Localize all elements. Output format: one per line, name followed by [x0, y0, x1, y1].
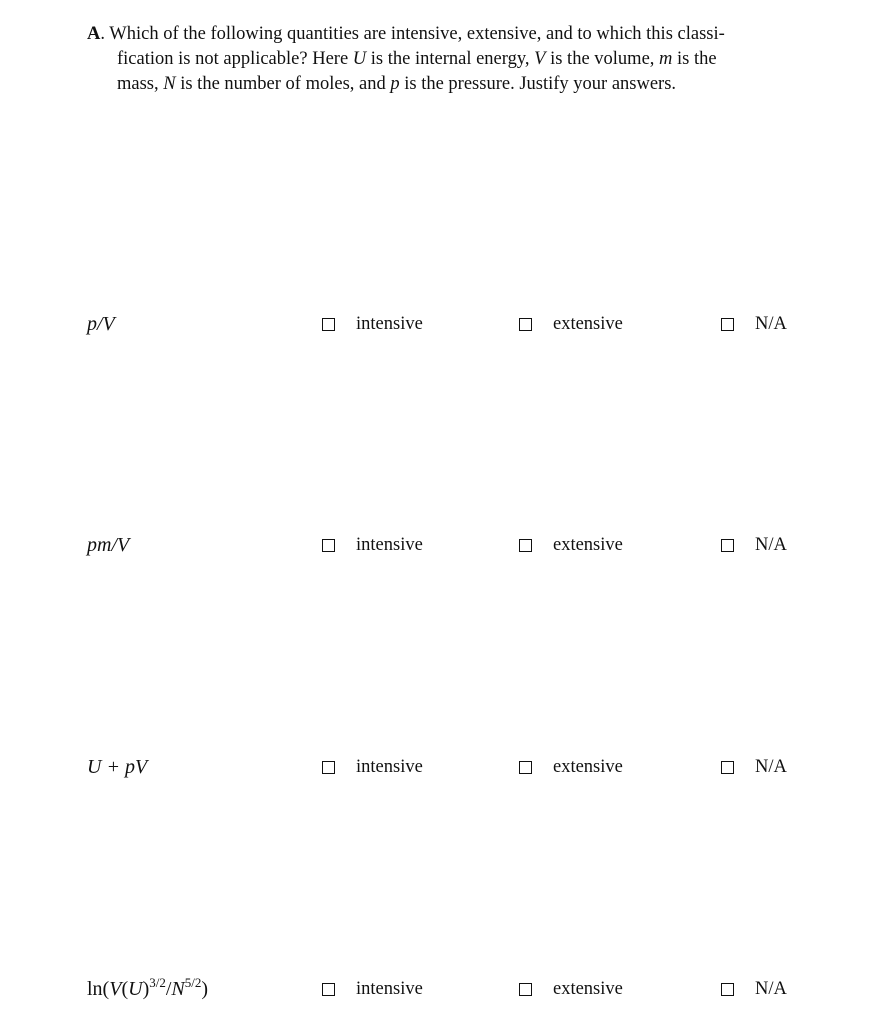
- checkbox-icon[interactable]: [519, 318, 532, 331]
- checkbox-icon[interactable]: [322, 539, 335, 552]
- checkbox-icon[interactable]: [721, 539, 734, 552]
- quantity-expression-3: U + pV: [87, 756, 148, 778]
- quantity-expression-2: pm/V: [87, 534, 130, 556]
- checkbox-icon[interactable]: [519, 983, 532, 996]
- na-checkbox-2[interactable]: N/A: [721, 530, 787, 560]
- intensive-checkbox-1[interactable]: intensive: [322, 309, 423, 339]
- checkbox-icon[interactable]: [721, 761, 734, 774]
- na-checkbox-1[interactable]: N/A: [721, 309, 787, 339]
- question-line-2: fication is not applicable? Here U is the internal energy, V is the volume, m is the: [117, 49, 717, 69]
- quantity-row-1: [0, 309, 878, 339]
- extensive-checkbox-4[interactable]: extensive: [519, 974, 623, 1004]
- checkbox-icon[interactable]: [322, 983, 335, 996]
- question-body: [87, 22, 803, 97]
- question-line-1: A. Which of the following quantities are intensive, extensive, and to which this classi-: [87, 24, 725, 44]
- intensive-checkbox-4[interactable]: intensive: [322, 974, 423, 1004]
- quantity-expression-1: p/V: [87, 313, 115, 335]
- extensive-checkbox-2[interactable]: extensive: [519, 530, 623, 560]
- checkbox-icon[interactable]: [322, 761, 335, 774]
- checkbox-icon[interactable]: [322, 318, 335, 331]
- question-text: [87, 22, 803, 97]
- intensive-checkbox-3[interactable]: intensive: [322, 752, 423, 782]
- extensive-checkbox-1[interactable]: extensive: [519, 309, 623, 339]
- quantity-expression-4: $\ln(V(U)^{3/2}/N^{5/2})$: [87, 975, 209, 1000]
- na-checkbox-4[interactable]: N/A: [721, 974, 787, 1004]
- intensive-checkbox-2[interactable]: intensive: [322, 530, 423, 560]
- question-line-3: mass, N is the number of moles, and p is the pressure. Justify your answers.: [117, 74, 677, 94]
- checkbox-icon[interactable]: [721, 983, 734, 996]
- checkbox-icon[interactable]: [519, 761, 532, 774]
- quantity-row-3: [0, 752, 878, 782]
- na-checkbox-3[interactable]: N/A: [721, 752, 787, 782]
- quantity-row-4: [0, 974, 878, 1004]
- question-letter: A: [87, 24, 101, 44]
- quantity-row-2: [0, 530, 878, 560]
- checkbox-icon[interactable]: [721, 318, 734, 331]
- extensive-checkbox-3[interactable]: extensive: [519, 752, 623, 782]
- checkbox-icon[interactable]: [519, 539, 532, 552]
